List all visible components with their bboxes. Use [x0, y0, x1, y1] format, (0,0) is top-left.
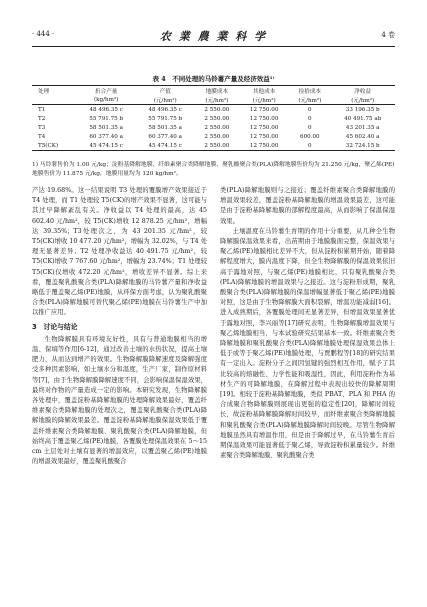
- table-row: [32, 105, 395, 115]
- unit-label: [32, 95, 77, 105]
- table-cell: T3: [38, 124, 46, 131]
- table-cell: 48 496.35 c: [148, 106, 182, 113]
- table-units-row: [32, 95, 395, 105]
- table-cell: 58 501.35 a: [89, 124, 123, 131]
- col-header: 净收益: [330, 86, 395, 96]
- table-cell: 12 750.00: [239, 141, 289, 151]
- unit-label: (kg/hm²): [77, 95, 136, 105]
- unit-label: (元/hm²): [289, 95, 330, 105]
- table-cell: 58 501.35 a: [148, 124, 182, 131]
- table-cell: 45 602.40 a: [345, 133, 380, 140]
- page-number: · 444 ·: [32, 30, 55, 38]
- table-cell: 2 550.00: [204, 133, 230, 140]
- table-cell: 43 201.35 a: [345, 124, 380, 131]
- table-cell: 12 750.00: [249, 115, 279, 122]
- table-cell: 40 491.75 ab: [344, 115, 382, 122]
- table-cell: 12 750.00: [249, 133, 279, 140]
- col-header: 处理: [32, 86, 77, 96]
- body-paragraph: 类(PLA)降解地膜则与之接近；覆盖纤维素聚合类降解地膜的增温效果较差，覆盖淀粉基降解地膜的增温效果最差，这可能是由于淀粉基降解地膜的部解程度最高，从而影响了保温保湿效果。: [220, 187, 395, 225]
- table-cell: 12 750.00: [249, 106, 279, 113]
- table-cell: 45 474.15 c: [77, 141, 136, 151]
- unit-label: (元/hm²): [136, 95, 195, 105]
- col-header: 产值: [136, 86, 195, 96]
- right-column: [220, 186, 395, 461]
- table-row: [32, 141, 395, 151]
- table-cell: 32 724.15 b: [330, 141, 395, 151]
- col-header: 地膜成本: [195, 86, 239, 96]
- table-cell: 33 196.35 b: [345, 106, 380, 113]
- header-rule: [32, 46, 395, 47]
- table-cell: T2: [38, 115, 46, 122]
- table-cell: 0: [308, 124, 312, 131]
- journal-title: 农 業 農 業 科 学: [159, 30, 268, 43]
- table-cell: 45 474.15 c: [136, 141, 195, 151]
- body-paragraph: 生物降解膜具有环境友好性，具有与普通地膜相当的增温、保墒等作用[6-12]，通过改善土壤的水热状况，提高土壤肥力，从而达到增产的效果。生物降解膜降解速度及降解强度受多种因素影响，如土壤水分和温度，生产厂家，制作原材料等[7]，由于生物降解膜降解速度不同，会影响保温保湿效果，最终对作物的产量造成一定的影响。本研究发现，生物降解膜各处理中，覆盖淀粉基降解地膜的处理降解效果最好，覆盖纤维素聚合类降解地膜的处理次之，覆盖聚乳酸聚合类(PLA)降解地膜的降解效果最差。覆盖淀粉基降解地膜保湿效果低于覆盖纤维素聚合类降解地膜、聚乳酸聚合类(PLA)降解地膜，但始终高于覆盖聚乙烯(PE)地膜，各覆膜处理保温效果在 5～15 cm 土层处对土壤有显著的增温效应，以覆盖聚乙烯(PE)地膜的增温效果最好，覆盖聚乳酸聚合: [32, 335, 207, 466]
- table-cell: 55 791.75 b: [148, 115, 183, 122]
- table-cell: 55 791.75 b: [89, 115, 124, 122]
- table-cell: T4: [38, 133, 46, 140]
- unit-label: (元/hm²): [330, 95, 395, 105]
- col-header: 捡拾成本: [289, 86, 330, 96]
- table-cell: 60 377.40 a: [89, 133, 123, 140]
- table-cell: T5(CK): [32, 141, 77, 151]
- table-cell: 12 750.00: [249, 124, 279, 131]
- table-footnote: 1) 马铃薯售价为 1.00 元/kg；淀粉基降解地膜、纤维素聚合类降解地膜、聚乳酸聚合类(PLA)降解地膜售价均为 21.250 元/kg，聚乙烯(PE)地膜售价为 11.875 元/kg，地膜用量均为 120 kg/hm²。: [32, 162, 395, 177]
- body-paragraph: 产达 19.68%。这一结果说明 T3 处理的覆膜增产效果接近于 T4 处理，而 T1 处理较 T5(CK)的增产效果不显著，这可能与其过早降解紊乱有关。净收益以 T4 处理的最高，达 45 602.40 元/hm²，较 T5(CK)增收 12 878.25 元/hm²，增幅达 39.35%；T3处理次之，为 43 201.35 元/hm²，较 T5(CK)增收 10 477.20 元/hm²，增幅为 32.02%，与 T4 处理无显著差异；T2 处理净收益达 40 491.75 元/hm²，较 T5(CK)增收 7 767.60 元/hm²，增幅为 23.74%；T1 处理较 T5(CK)仅增收 472.20 元/hm²，增收差异不显著。综上来看，覆盖聚乳酸聚合类(PLA)降解地膜的马铃薯产量和净收益略低于覆盖聚乙烯(PE)地膜，从环保方面考虑，认为聚乳酸聚合类(PLA)降解地膜可替代聚乙烯(PE)地膜在马铃薯生产中加以推广应用。: [32, 187, 207, 317]
- table-cell: 2 550.00: [195, 141, 239, 151]
- table-cell: 2 550.00: [204, 124, 230, 131]
- volume-label: 4 卷: [381, 31, 395, 39]
- table-cell: 60 377.40 a: [148, 133, 182, 140]
- table-cell: 0: [308, 106, 312, 113]
- table-row: [32, 123, 395, 132]
- table-header-row: [32, 86, 395, 96]
- col-header: 折合产量: [77, 86, 136, 96]
- table-cell: 2 550.00: [204, 115, 230, 122]
- table-row: [32, 132, 395, 141]
- unit-label: (元/hm²): [195, 95, 239, 105]
- unit-label: (元/hm²): [239, 95, 289, 105]
- left-column: [32, 186, 207, 467]
- table-cell: 0: [308, 115, 312, 122]
- body-paragraph: 土壤温度在马铃薯生育期的作用十分重要，从几种全生物降解膜保温效果来看，出苗期由于地膜膜面完整，保温效果与聚乙烯(PE)地膜相比差异不大，但从淀粉积累期开始，随着降解程度增大，膜内温度下降，但全生物降解膜的保温效果依旧高于露地对照，与聚乙烯(PE)地膜相比，只有聚乳酸聚合类(PLA)降解地膜的增温效果与之接近。这与淀粉形成期，聚乳酸聚合类(PLA)降解地膜的保温增幅显著低于聚乙烯(PE)地膜对照，这是由于生物降解膜大面积裂解，增温功能减弱[16]。进入成熟期后，各覆膜处理间无显著差异，但增温效果显著优于露地对照，李兴丽等[17]研究表明，生物降解膜增温效果与聚乙烯地膜相当，与本试验研究结果基本一致。纤维素聚合类降解地膜和聚乳酸聚合类(PLA)降解地膜处理保湿效果总体上低于或等于聚乙烯(PE)地膜处理，与贾鹏程等[18]的研究结果有一定出入。淀粉分子之间因氢键的强烈相互作用，赋予了其比较高的熔融性、力学性能和吸湿性，因此，利用淀粉作为基材生产的可降解地膜，在降解过程中表现出较快的降解周期[19]。相较于淀粉基降解地膜，类似 PBAT、PLA 和 PHA 的合成聚合物降解膜则展现出更强的稳定性[20]，降解时间较长，故淀粉基降解膜降解时间较早，而纤维素聚合类降解地膜和聚乳酸聚合类(PLA)降解地膜降解时间较晚。尽管生物降解地膜虽然具有增温作用，但是由于降解过早，在马铃薯生育后期保温效果可能显著低于聚乙烯，导致淀粉积累量较少。纤维素聚合类降解地膜、聚乳酸聚合类: [220, 227, 395, 460]
- table-row: [32, 114, 395, 123]
- yield-table: [32, 85, 395, 151]
- table-cell: 48 496.35 c: [89, 106, 123, 113]
- table-cell: 0: [289, 141, 330, 151]
- table-cell: 2 550.00: [204, 106, 230, 113]
- col-header: 其他成本: [239, 86, 289, 96]
- table-caption: 表 4 不同处理的马铃薯产量及经济效益¹⁾: [152, 75, 275, 83]
- section-heading: 3 讨论与结论: [32, 322, 78, 331]
- page-header: [32, 28, 395, 44]
- table-cell: T1: [38, 106, 46, 113]
- table-cell: 600.00: [300, 133, 320, 140]
